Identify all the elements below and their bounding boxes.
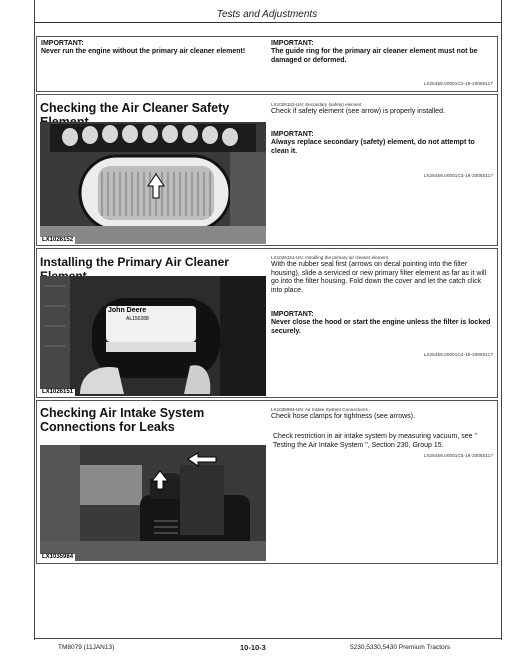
primary-element-photo [40, 276, 266, 396]
intake-connections-photo [40, 445, 266, 561]
section-text: Check if safety element (see arrow) is properly installed. [271, 108, 445, 115]
footer-page-number: 10-10-3 [240, 643, 266, 652]
photo-label: LX1026152 [42, 237, 74, 243]
section-code: LX25458,00001C5-19-20080117 [423, 453, 493, 458]
important-label: IMPORTANT: [271, 311, 314, 318]
section-text-restriction: Check restriction in air intake system by measuring vacuum, see " Testing the Air Intake System ", Section 230, Group 15. [273, 433, 478, 449]
important-right-label: IMPORTANT: [271, 40, 314, 47]
section-primary-element [36, 248, 498, 398]
header-rule [34, 22, 501, 23]
important-text: Always replace secondary (safety) element, do not attempt to clean it. [271, 139, 475, 155]
section-title: Installing the Primary Air Cleaner [40, 255, 229, 269]
important-code: LX25458,00001C2-19-20080117 [423, 81, 493, 86]
photo-label: LX1035984 [42, 554, 74, 560]
footer-manual-id: TM8079 (11JAN13) [58, 644, 115, 651]
figure-caption: LX1026152-UN: Secondary (safety) element [271, 102, 362, 107]
photo-label: LX1026151 [42, 389, 74, 395]
section-code: LX25458,00001C3-19-20080117 [423, 173, 493, 178]
footer-model-list: 5230,5330,5430 Premium Tractors [350, 644, 451, 651]
figure-caption: LX1035984-UN: Air Intake System Connections [271, 407, 368, 412]
section-title: Checking the Air Cleaner Safety [40, 101, 230, 115]
air-cleaner-illustration [40, 122, 266, 244]
important-box [36, 36, 498, 92]
important-right-text: The guide ring for the primary air cleaner element must not be damaged or deformed. [271, 48, 478, 64]
figure-caption: LX1026151-UN: Installing the primary air cleaner element [271, 255, 388, 260]
footer-rule [34, 638, 501, 639]
section-text: With the rubber seal first (arrows on decal pointing into the filter housing), slide a serviced or new primary filter element as far as it will go into the filter housing. Fold down the cover and let the catch click into place. [271, 261, 487, 294]
decal-part-number: AL150288 [126, 316, 149, 322]
important-left-label: IMPORTANT: [41, 40, 84, 47]
section-code: LX25458,00001C4-19-20080117 [423, 352, 493, 357]
important-label: IMPORTANT: [271, 131, 314, 138]
primary-filter-illustration [40, 276, 266, 396]
important-text: Never close the hood or start the engine unless the filter is locked securely. [271, 319, 491, 335]
decal-brand: John Deere [108, 307, 147, 314]
section-text: Check hose clamps for tightness (see arrows). [271, 413, 415, 420]
safety-element-photo [40, 122, 266, 244]
section-intake-connections [36, 400, 498, 564]
section-title: Checking Air Intake System Connections for Leaks [40, 406, 205, 434]
intake-system-illustration [40, 445, 266, 561]
page-header-title: Tests and Adjustments [216, 9, 318, 20]
section-safety-element [36, 94, 498, 246]
important-left-text: Never run the engine without the primary air cleaner element! [41, 48, 246, 55]
